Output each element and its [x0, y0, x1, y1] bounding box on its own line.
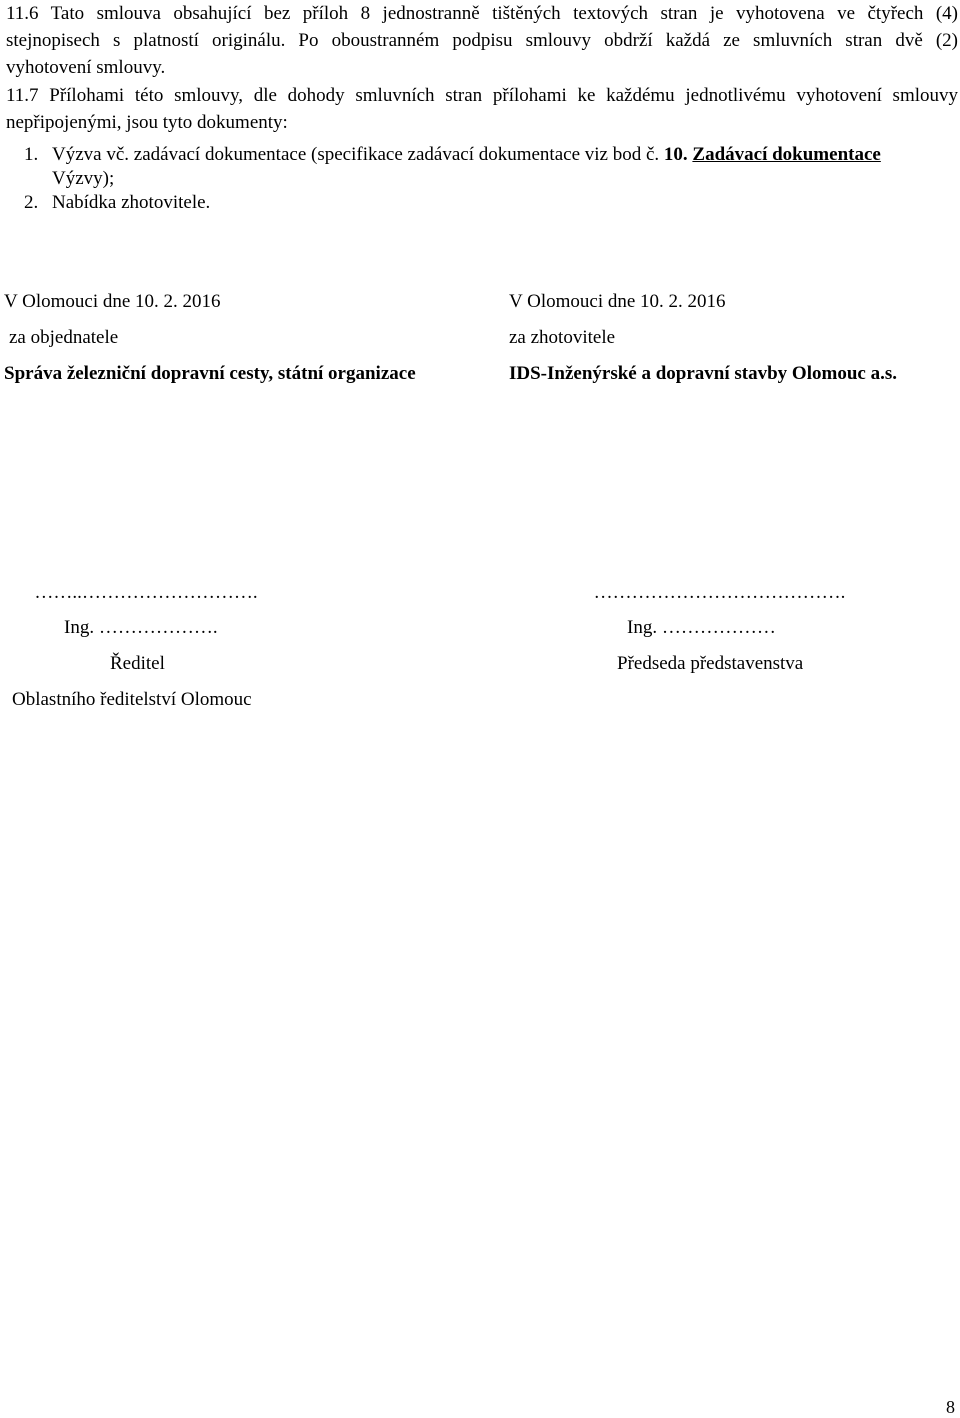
- contractor-name: Ing. ………………: [627, 617, 776, 638]
- contractor-organization: IDS-Inženýrské a dopravní stavby Olomouc a.s.: [509, 363, 897, 384]
- paragraph-11-7: [6, 82, 958, 136]
- bold-reference: 10.: [663, 144, 688, 165]
- client-organization: Správa železniční dopravní cesty, státní organizace: [4, 363, 416, 384]
- attachment-text: Výzva vč. zadávací dokumentace (specifikace zadávací dokumentace viz bod č.: [52, 144, 664, 165]
- contractor-place-date: V Olomouci dne 10. 2. 2016: [509, 291, 726, 312]
- attachment-item-1-continuation: Výzvy);: [52, 168, 115, 189]
- list-number: 2.: [24, 192, 39, 213]
- client-place-date: V Olomouci dne 10. 2. 2016: [4, 291, 221, 312]
- contractor-title: Předseda představenstva: [617, 653, 804, 674]
- paragraph-line: 11.6 Tato smlouva obsahující bez příloh 8 jednostranně tištěných textových stran je vyhotovena ve čtyřech (4): [6, 3, 958, 24]
- underlined-reference: Zadávací dokumentace: [692, 144, 881, 165]
- contractor-signature-line: ………………………………….: [593, 582, 846, 603]
- contractor-role: za zhotovitele: [509, 327, 616, 348]
- paragraph-line: nepřipojenými, jsou tyto dokumenty:: [6, 112, 288, 133]
- client-signature-line: ……..……………………….: [34, 582, 258, 603]
- list-number: 1.: [24, 144, 39, 165]
- client-name: Ing. ……………….: [64, 617, 218, 638]
- client-title: Ředitel: [110, 653, 165, 674]
- attachment-item-1: [24, 143, 958, 167]
- paragraph-line: stejnopisech s platností originálu. Po oboustranném podpisu smlouvy obdrží každá ze smluvních stran dvě (2): [6, 30, 958, 51]
- page-number: 8: [946, 1397, 955, 1417]
- paragraph-line: vyhotovení smlouvy.: [6, 57, 166, 78]
- paragraph-11-6: [6, 0, 958, 81]
- attachment-text: Nabídka zhotovitele.: [52, 192, 211, 213]
- attachment-item-2: [24, 191, 958, 215]
- client-department: Oblastního ředitelství Olomouc: [12, 689, 252, 710]
- paragraph-line: 11.7 Přílohami této smlouvy, dle dohody smluvních stran přílohami ke každému jednotlivému vyhotovení smlouvy: [6, 85, 958, 106]
- client-role: za objednatele: [9, 327, 119, 348]
